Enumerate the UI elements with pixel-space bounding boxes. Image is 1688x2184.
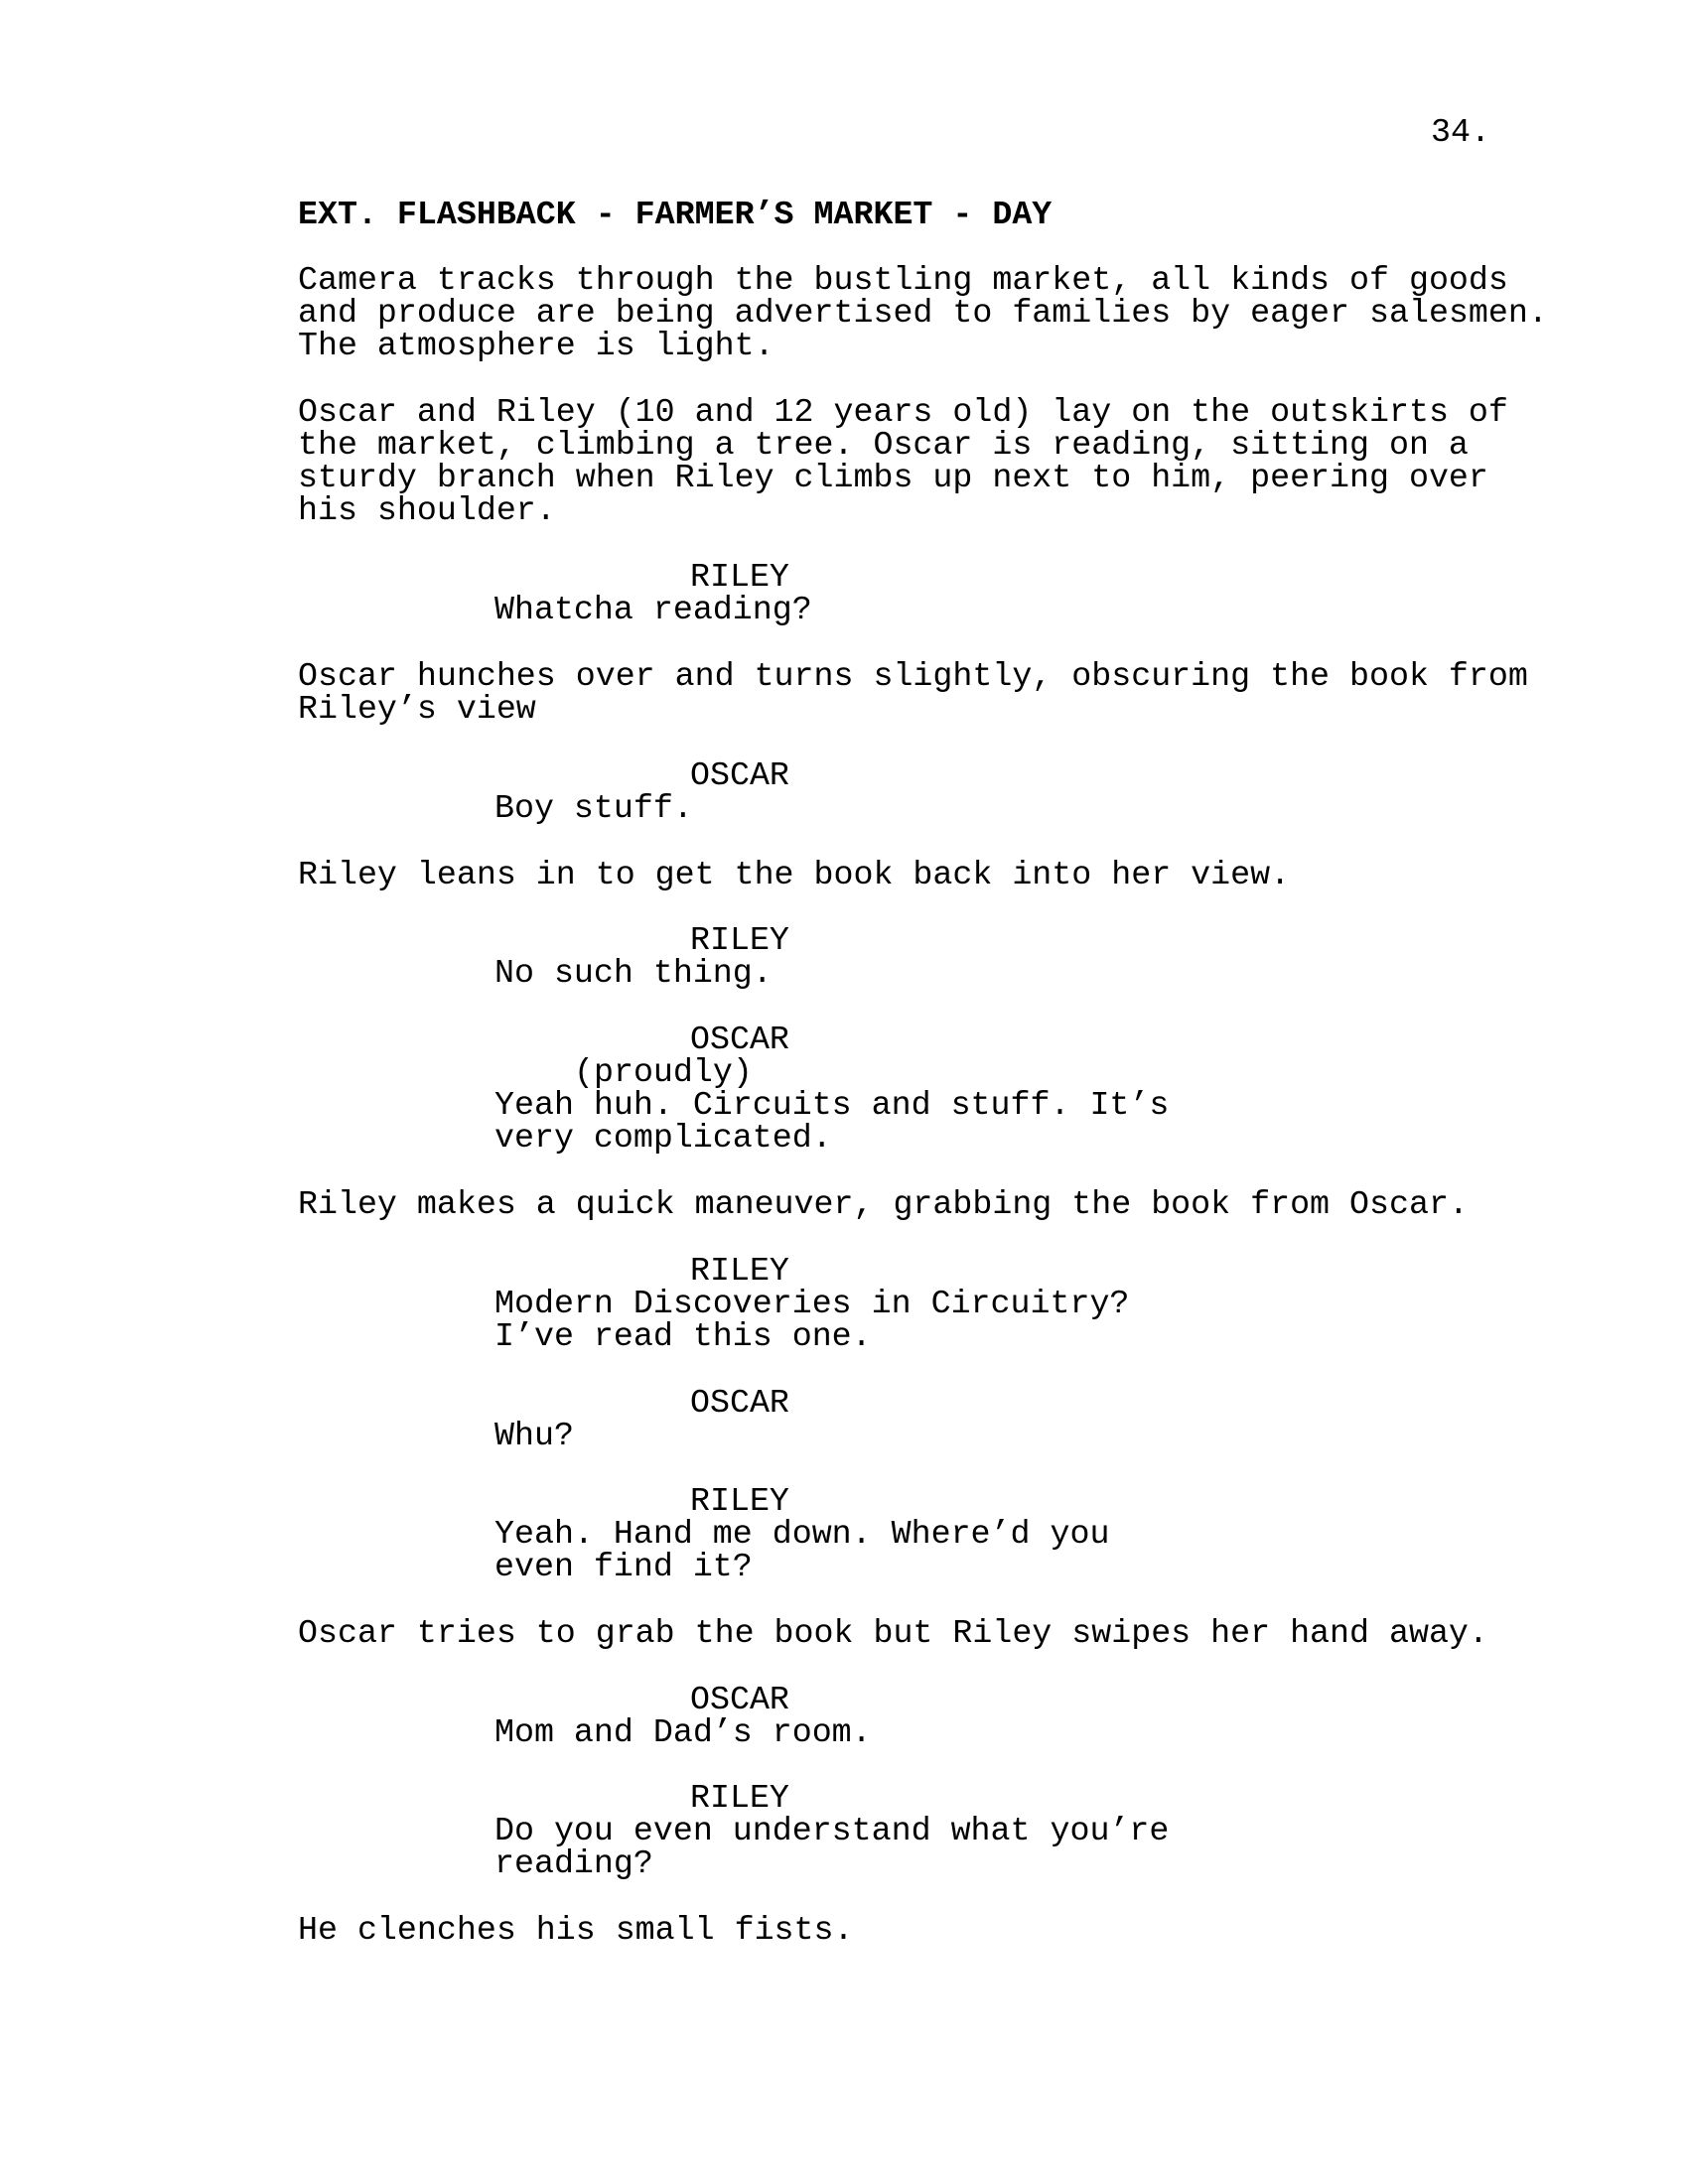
action-line: Oscar and Riley (10 and 12 years old) lay on the outskirts of bbox=[298, 393, 1508, 431]
character-name: OSCAR bbox=[690, 1384, 789, 1422]
dialogue-line: Boy stuff. bbox=[494, 789, 693, 827]
dialogue-line: Do you even understand what you’re bbox=[494, 1812, 1170, 1849]
action-line: Camera tracks through the bustling market, all kinds of goods bbox=[298, 261, 1508, 299]
page-number: 34. bbox=[1431, 113, 1490, 151]
character-name: OSCAR bbox=[690, 1681, 789, 1718]
action-line: Riley leans in to get the book back into her view. bbox=[298, 856, 1291, 893]
dialogue-line: I’ve read this one. bbox=[494, 1317, 872, 1355]
character-name: RILEY bbox=[690, 1779, 789, 1817]
action-line: Oscar hunches over and turns slightly, obscuring the book from bbox=[298, 657, 1528, 695]
parenthetical: (proudly) bbox=[574, 1053, 753, 1091]
dialogue-line: reading? bbox=[494, 1844, 653, 1882]
dialogue-line: Whu? bbox=[494, 1417, 574, 1454]
action-line: his shoulder. bbox=[298, 491, 556, 529]
dialogue-line: Yeah. Hand me down. Where’d you bbox=[494, 1515, 1110, 1553]
action-line: He clenches his small fists. bbox=[298, 1911, 854, 1949]
action-line: the market, climbing a tree. Oscar is reading, sitting on a bbox=[298, 426, 1469, 464]
dialogue-line: No such thing. bbox=[494, 954, 773, 992]
character-name: RILEY bbox=[690, 921, 789, 959]
scene-heading: EXT. FLASHBACK - FARMER’S MARKET - DAY bbox=[298, 196, 1053, 233]
character-name: RILEY bbox=[690, 558, 789, 596]
action-line: The atmosphere is light. bbox=[298, 327, 774, 364]
action-line: Oscar tries to grab the book but Riley swipes her hand away. bbox=[298, 1614, 1488, 1652]
dialogue-line: Yeah huh. Circuits and stuff. It’s bbox=[494, 1086, 1170, 1124]
action-line: Riley makes a quick maneuver, grabbing the book from Oscar. bbox=[298, 1185, 1469, 1223]
dialogue-line: Mom and Dad’s room. bbox=[494, 1713, 872, 1751]
character-name: OSCAR bbox=[690, 1021, 789, 1058]
character-name: RILEY bbox=[690, 1482, 789, 1520]
dialogue-line: Whatcha reading? bbox=[494, 591, 812, 628]
action-line: and produce are being advertised to families by eager salesmen. bbox=[298, 294, 1548, 332]
action-line: Riley’s view bbox=[298, 690, 536, 728]
dialogue-line: very complicated. bbox=[494, 1119, 832, 1157]
character-name: RILEY bbox=[690, 1252, 789, 1290]
character-name: OSCAR bbox=[690, 756, 789, 794]
action-line: sturdy branch when Riley climbs up next to him, peering over bbox=[298, 459, 1488, 496]
dialogue-line: even find it? bbox=[494, 1548, 753, 1585]
dialogue-line: Modern Discoveries in Circuitry? bbox=[494, 1285, 1130, 1322]
